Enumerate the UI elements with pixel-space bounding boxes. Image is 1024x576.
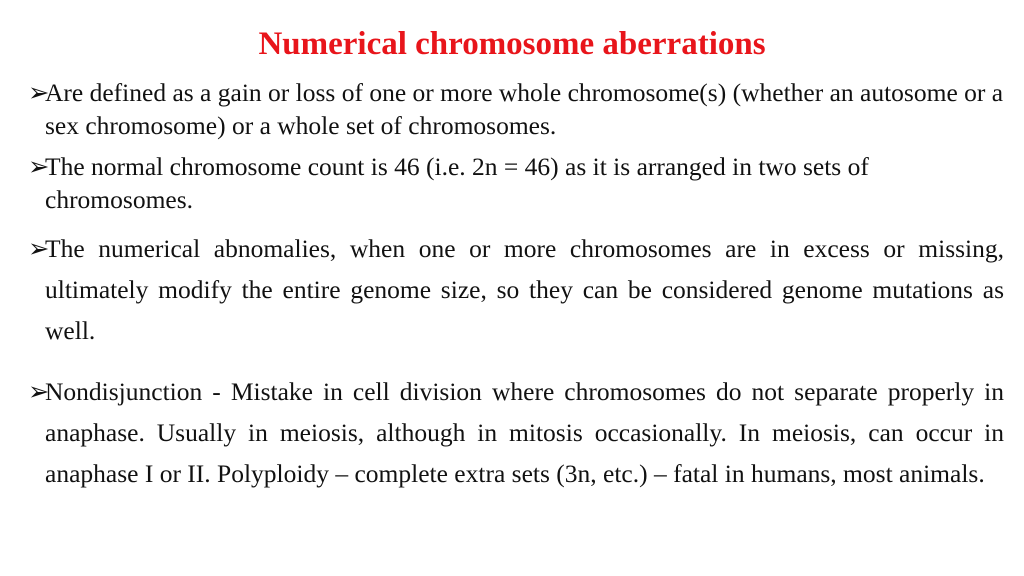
bullet-text: The numerical abnomalies, when one or more chromosomes are in excess or missing, ultimately modify the entire genome size, so they can be considered genome mutations as well.: [45, 234, 1004, 345]
arrow-bullet-icon: ➢: [28, 78, 50, 107]
bullet-text: Nondisjunction - Mistake in cell division where chromosomes do not separate properly in anaphase. Usually in meiosis, although in mitosis occasionally. In meiosis, can occur in anaphase I or II. Polyploidy – complete extra sets (3n, etc.) – fatal in humans, most animals.: [45, 377, 1004, 488]
bullet-text: Are defined as a gain or loss of one or more whole chromosome(s) (whether an autosome or a sex chromosome) or a whole set of chromosomes.: [45, 78, 1004, 140]
slide-title: Numerical chromosome aberrations: [258, 26, 766, 62]
bullet-text: The normal chromosome count is 46 (i.e. 2n = 46) as it is arranged in two sets of chromosomes.: [45, 152, 869, 214]
bullet-item: [28, 150, 1004, 216]
bullet-item: [28, 76, 1004, 142]
arrow-bullet-icon: ➢: [28, 152, 50, 181]
bullet-item: [28, 228, 1004, 351]
arrow-bullet-icon: ➢: [28, 234, 50, 263]
bullet-item: [28, 371, 1004, 494]
arrow-bullet-icon: ➢: [28, 377, 50, 406]
